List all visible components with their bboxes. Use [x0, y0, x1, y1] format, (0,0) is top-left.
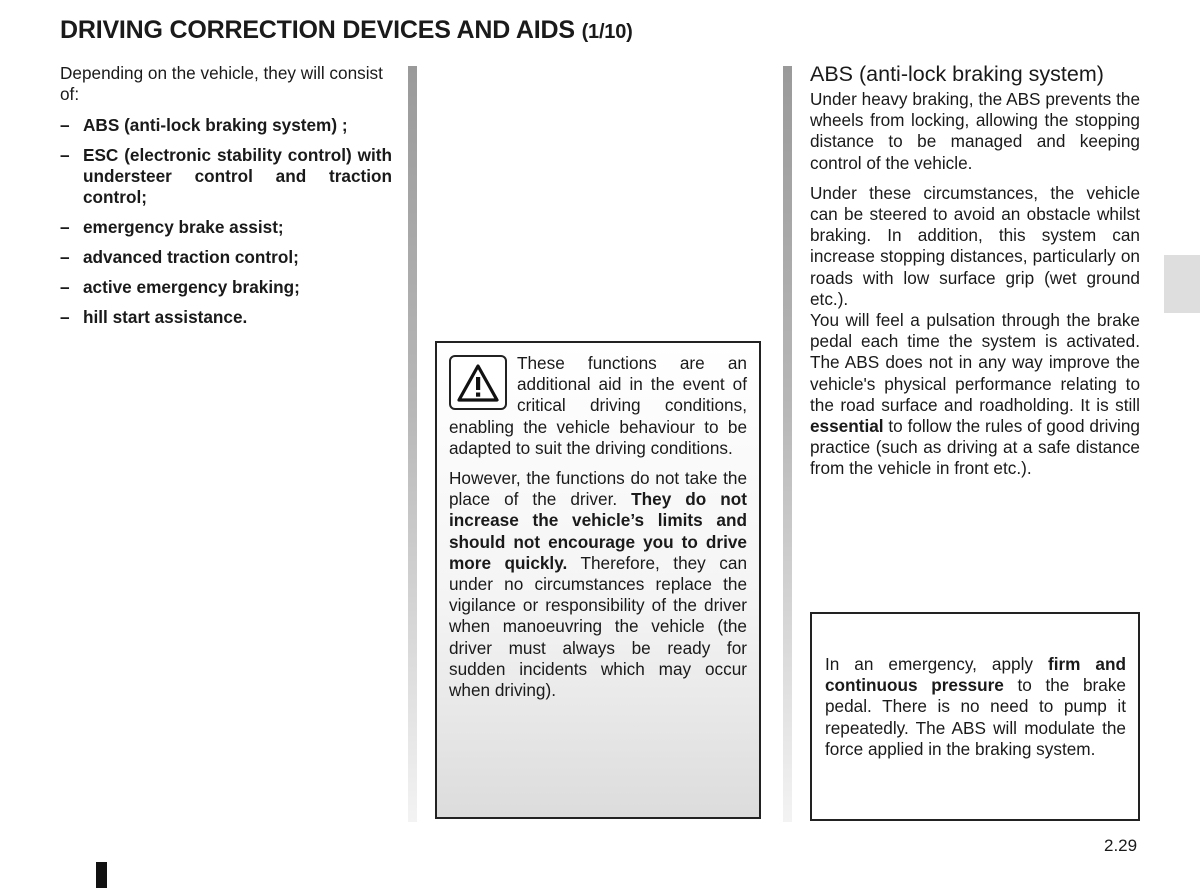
list-item: – ESC (electronic stability control) with understeer control and traction control; [60, 145, 392, 207]
list-item-text: hill start assistance. [83, 307, 248, 327]
list-item-text: active emergency braking; [83, 277, 300, 297]
list-item-text: emergency brake assist; [83, 217, 284, 237]
list-item-text: ABS (anti-lock braking system) ; [83, 115, 348, 135]
warning-paragraph-1: These functions are an additional aid in the event of critical driving conditions, enabling the vehicle behaviour to be adapted to suit the driving conditions. [449, 353, 747, 458]
section-tab-marker [1164, 255, 1200, 313]
list-item: – active emergency braking; [60, 277, 300, 297]
title-text: DRIVING CORRECTION DEVICES AND AIDS [60, 16, 575, 44]
abs-paragraph-1: Under heavy braking, the ABS prevents the wheels from locking, allowing the stopping distance to be managed and keeping control of the vehicle. [810, 89, 1140, 173]
left-column [60, 63, 392, 337]
note-emphasis: firm and continuous pressure [825, 654, 1126, 696]
intro-text: Depending on the vehicle, they will consist of: [60, 63, 383, 104]
warning-triangle-icon [449, 355, 507, 410]
column-divider-bar [408, 66, 417, 822]
warning-emphasis: They do not increase the vehicle’s limits and should not encourage you to drive more quickly. [449, 489, 747, 573]
list-item: – ABS (anti-lock braking system) ; [60, 115, 348, 135]
page-title [60, 16, 633, 45]
page-indicator: (1/10) [581, 21, 633, 43]
column-divider-bar [783, 66, 792, 822]
list-item: – hill start assistance. [60, 307, 248, 327]
page-number: 2.29 [1104, 836, 1138, 855]
note-box [810, 612, 1140, 821]
feature-list [60, 115, 392, 328]
list-item-text: advanced traction control; [83, 247, 299, 267]
crop-mark [96, 862, 107, 888]
right-column [810, 62, 1140, 480]
abs-emphasis: essential [810, 416, 884, 437]
list-item: – emergency brake assist; [60, 217, 284, 237]
section-heading: ABS (anti-lock braking system) [810, 62, 1104, 86]
note-text: In an emergency, apply firm and continuous pressure to the brake pedal. There is no need to pump it repeatedly. The ABS will modulate the force applied in the braking system. [825, 654, 1126, 759]
abs-paragraph-3: You will feel a pulsation through the brake pedal each time the system is activated. The ABS does not in any way improve the vehicle's physical performance relating to the road surface and roadholding. It is still essential to follow the rules of good driving practice (such as driving at a safe distance from the vehicle in front etc.). [810, 310, 1140, 479]
abs-paragraph-2: Under these circumstances, the vehicle can be steered to avoid an obstacle whilst braking. In addition, this system can increase stopping distances, particularly on roads with low surface grip (wet ground etc.). [810, 182, 1140, 309]
list-item-text: ESC (electronic stability control) with understeer control and traction control; [83, 145, 392, 207]
warning-box [435, 341, 761, 819]
list-item: – advanced traction control; [60, 247, 299, 267]
warning-paragraph-2: However, the functions do not take the place of the driver. They do not increase the vehicle’s limits and should not encourage you to drive more quickly. Therefore, they can under no circumstances replace the vigilance or responsibility of the driver when manoeuvring the vehicle (the driver must always be ready for sudden incidents which may occur when driving). [449, 468, 748, 701]
